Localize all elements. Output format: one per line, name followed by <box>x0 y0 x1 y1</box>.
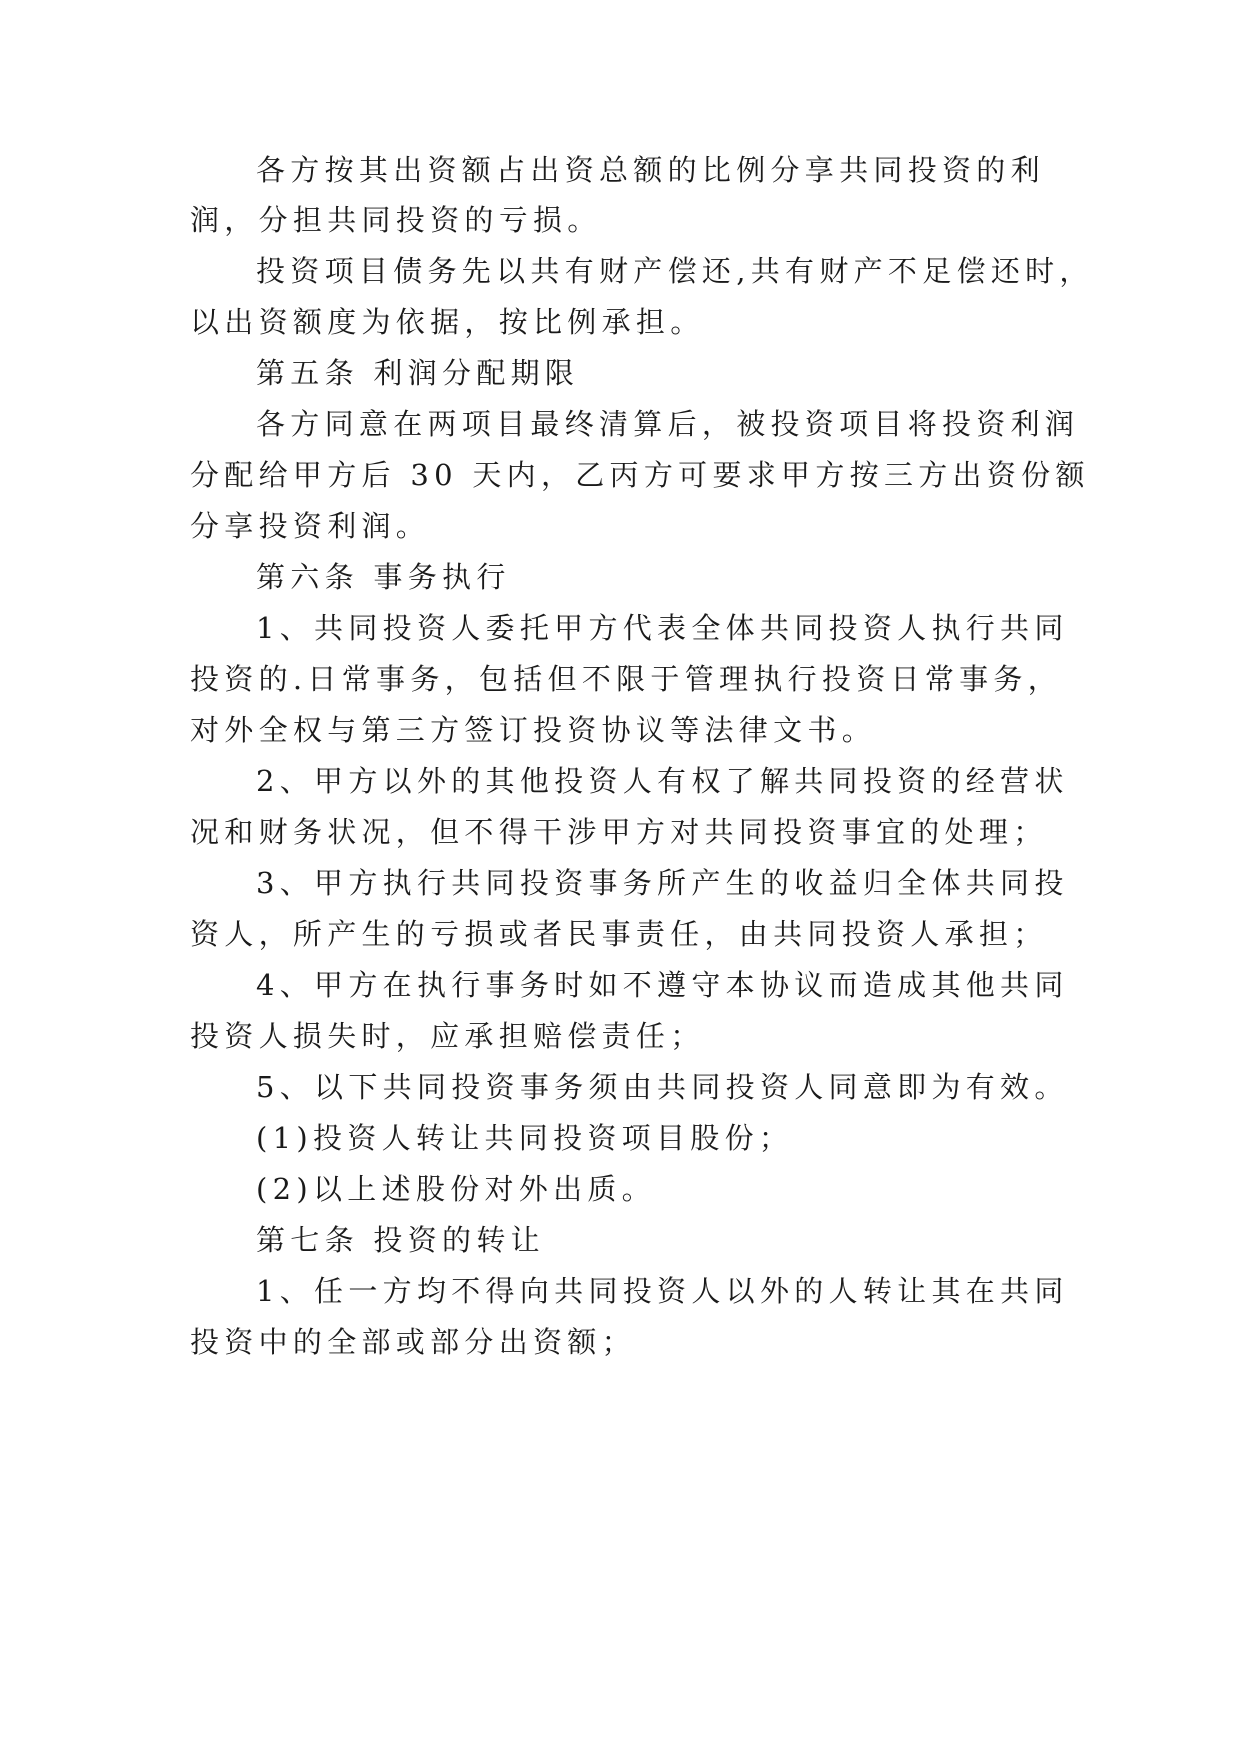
text-line: 分享投资利润。 <box>190 509 431 543</box>
text-line: 1、共同投资人委托甲方代表全体共同投资人执行共同 <box>256 611 1069 645</box>
text-line: 4、甲方在执行事务时如不遵守本协议而造成其他共同 <box>256 968 1069 1002</box>
section-heading: 第五条 利润分配期限 <box>256 356 580 390</box>
text-line: 况和财务状况，但不得干涉甲方对共同投资事宜的处理； <box>190 815 1048 849</box>
text-line: 各方按其出资额占出资总额的比例分享共同投资的利 <box>256 153 1045 187</box>
text-line: (1)投资人转让共同投资项目股份； <box>256 1121 794 1155</box>
text-line: 投资项目债务先以共有财产偿还,共有财产不足偿还时， <box>256 254 1094 288</box>
text-line: 2、甲方以外的其他投资人有权了解共同投资的经营状 <box>256 764 1069 798</box>
text-line: 1、任一方均不得向共同投资人以外的人转让其在共同 <box>256 1274 1069 1308</box>
text-line: 5、以下共同投资事务须由共同投资人同意即为有效。 <box>256 1070 1069 1104</box>
text-line: 投资的.日常事务，包括但不限于管理执行投资日常事务， <box>190 662 1063 696</box>
text-line: 以出资额度为依据，按比例承担。 <box>190 305 705 339</box>
text-line: 资人，所产生的亏损或者民事责任，由共同投资人承担； <box>190 917 1048 951</box>
text-line: 分配给甲方后 30 天内，乙丙方可要求甲方按三方出资份额 <box>190 458 1090 492</box>
text-line: 投资人损失时，应承担赔偿责任； <box>190 1019 705 1053</box>
text-line: 3、甲方执行共同投资事务所产生的收益归全体共同投 <box>256 866 1069 900</box>
section-heading: 第六条 事务执行 <box>256 560 511 594</box>
text-line: 投资中的全部或部分出资额； <box>190 1325 636 1359</box>
text-line: (2)以上述股份对外出质。 <box>256 1172 656 1206</box>
text-line: 润，分担共同投资的亏损。 <box>190 203 602 237</box>
section-heading: 第七条 投资的转让 <box>256 1223 545 1257</box>
text-line: 各方同意在两项目最终清算后，被投资项目将投资利润 <box>256 407 1080 441</box>
text-line: 对外全权与第三方签订投资协议等法律文书。 <box>190 713 877 747</box>
